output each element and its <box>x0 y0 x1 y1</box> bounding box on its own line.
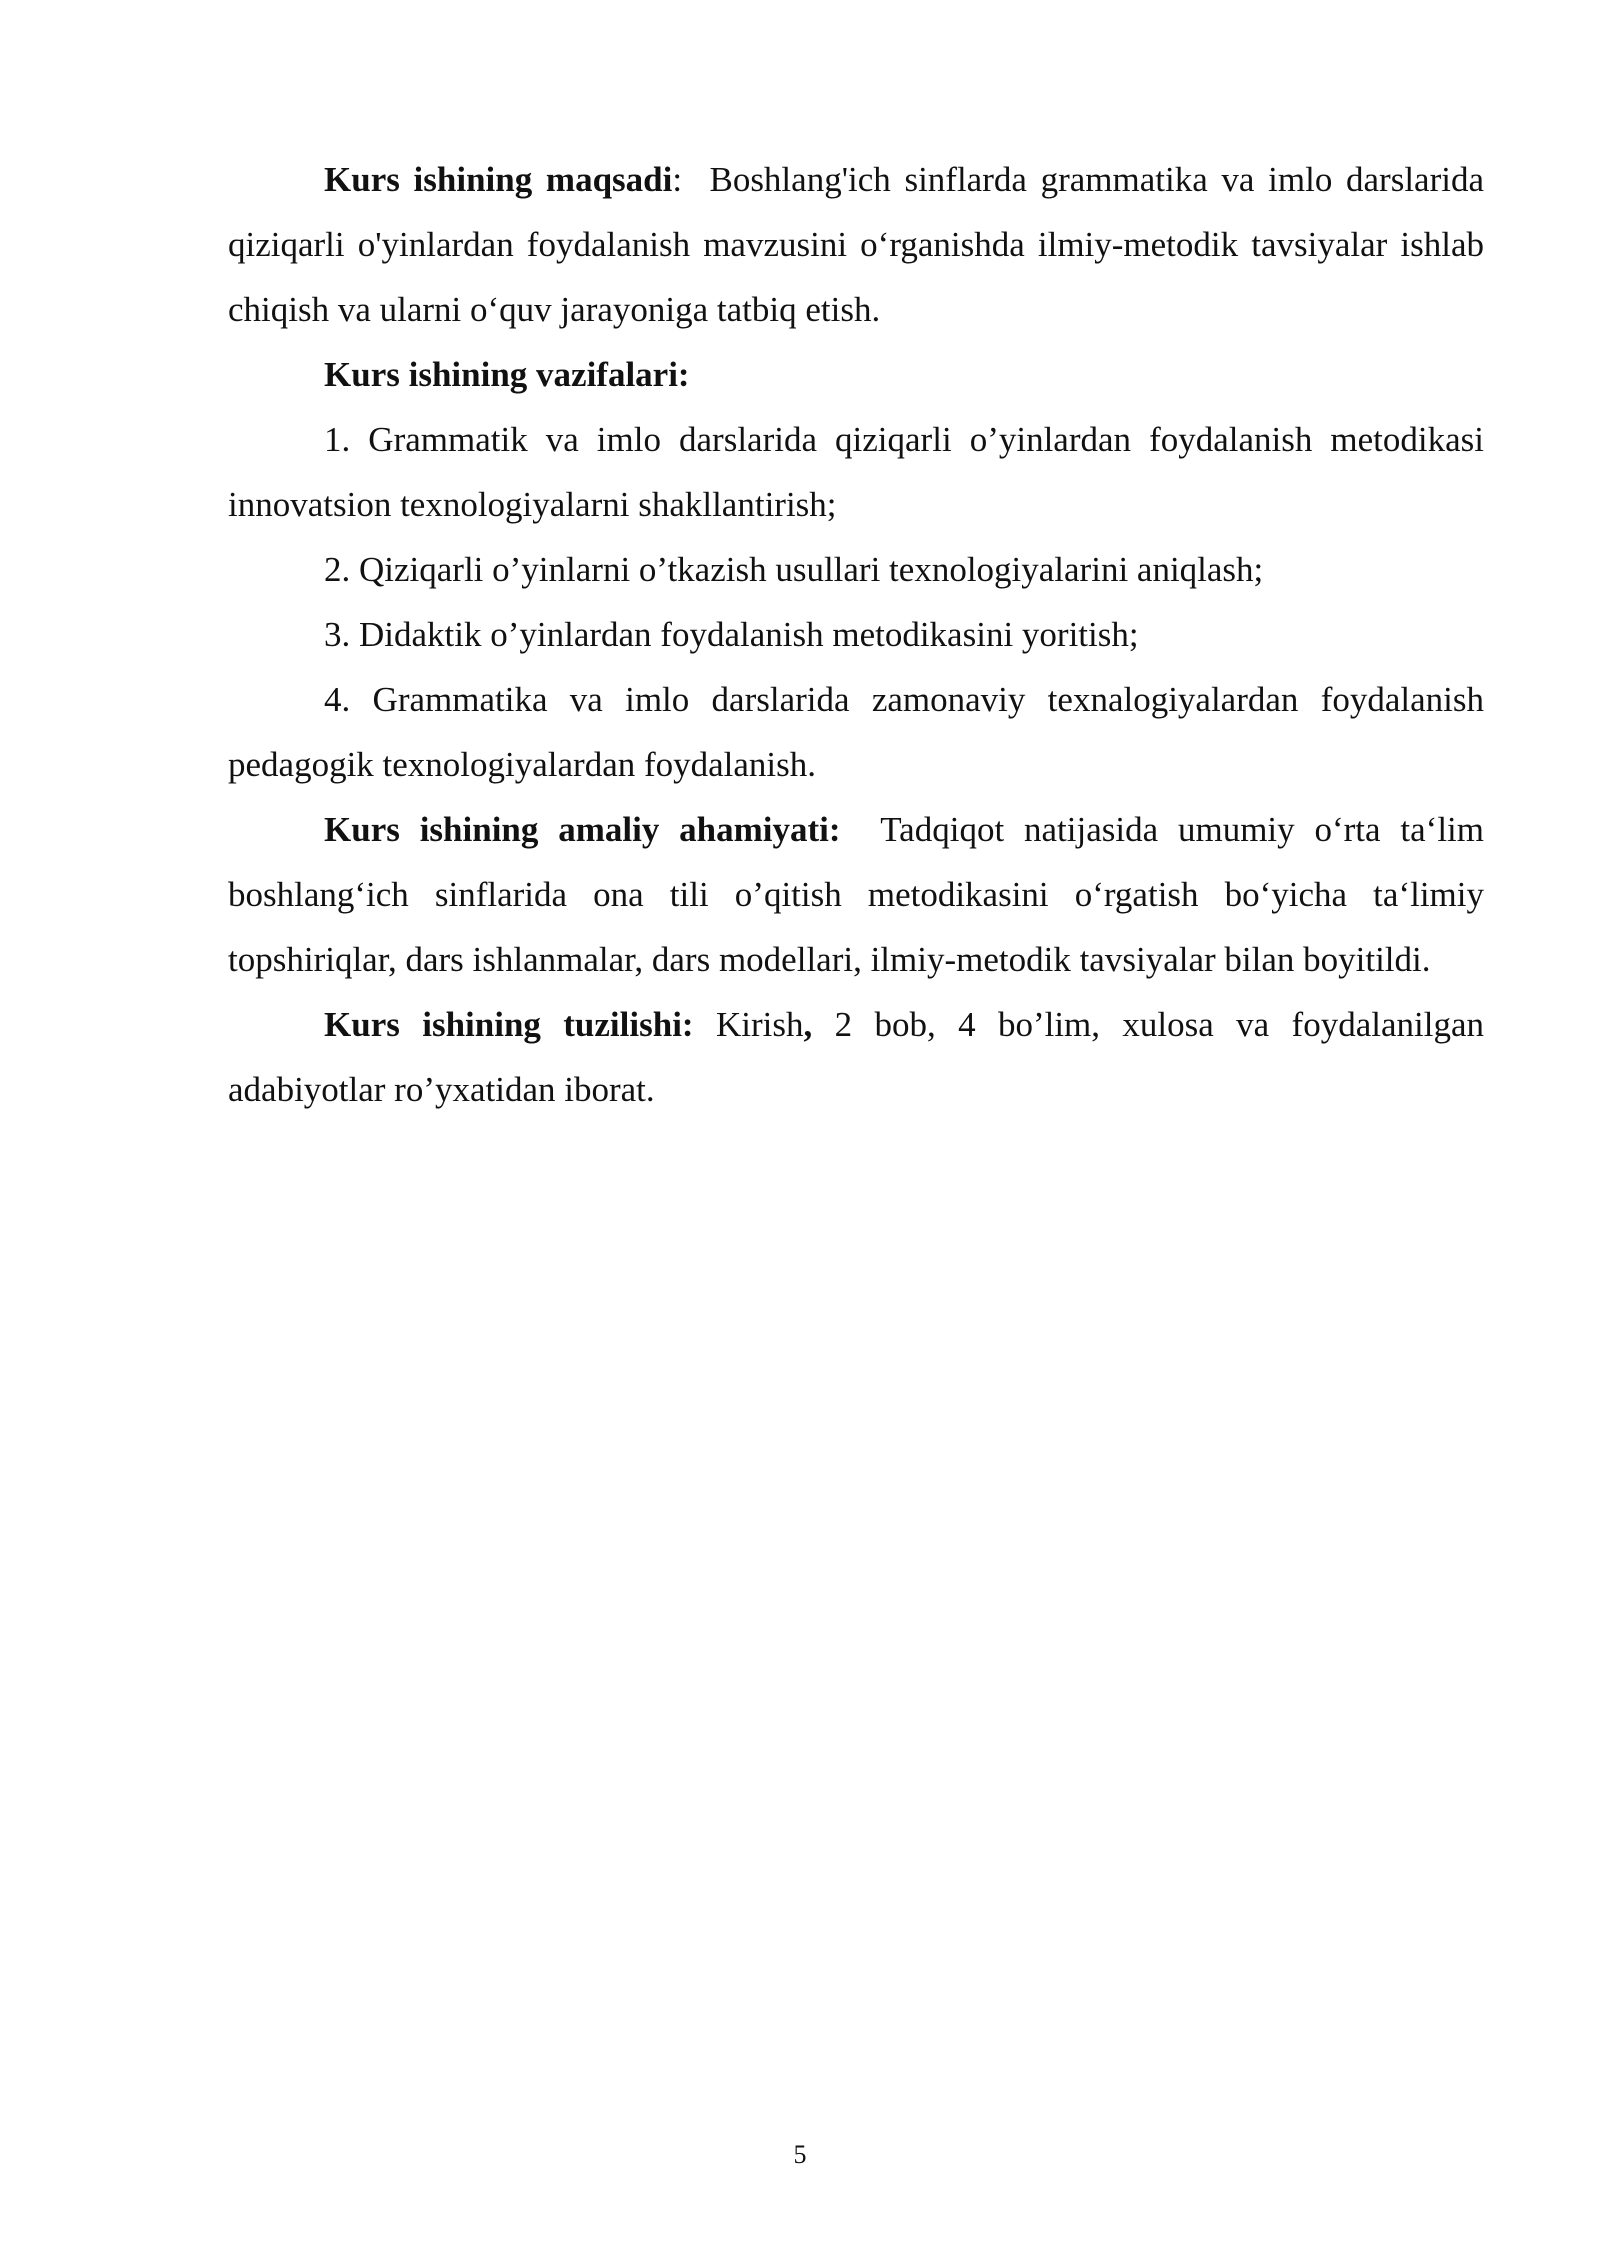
structure-comma: , <box>803 1005 813 1044</box>
practical-paragraph <box>228 797 1484 992</box>
page-number: 5 <box>793 2140 807 2169</box>
task-item-2: 2. Qiziqarli o’yinlarni o’tkazish usullari texnologiyalarini aniqlash; <box>324 550 1264 589</box>
structure-paragraph <box>228 992 1484 1122</box>
practical-label: Kurs ishining amaliy ahamiyati: <box>324 810 841 849</box>
task-item-1: 1. Grammatik va imlo darslarida qiziqarli o’yinlardan foydalanish metodikasi innovatsion texnologiyalarni shakllantirish; <box>228 420 1484 524</box>
task-item-3: 3. Didaktik o’yinlardan foydalanish metodikasini yoritish; <box>324 615 1139 654</box>
practical-text: Tadqiqot natijasida umumiy o‘rta ta‘lim boshlang‘ich sinflarida ona tili o’qitish metodikasini o‘rgatish bo‘yicha ta‘limiy topshiriqlar, dars ishlanmalar, dars modellari, ilmiy-metodik tavsiyalar bilan boyitildi. <box>228 810 1484 979</box>
purpose-text: Boshlang'ich sinflarda grammatika va imlo darslarida qiziqarli o'yinlardan foydalanish mavzusini o‘rganishda ilmiy-metodik tavsiyalar ishlab chiqish va ularni o‘quv jarayoniga tatbiq etish. <box>228 160 1484 329</box>
structure-text-after: 2 bob, 4 bo’lim, xulosa va foydalanilgan adabiyotlar ro’yxatidan iborat. <box>228 1005 1484 1109</box>
tasks-heading: Kurs ishining vazifalari: <box>324 355 690 394</box>
structure-label: Kurs ishining tuzilishi: <box>324 1005 694 1044</box>
tasks-heading-paragraph <box>228 342 1484 407</box>
document-body <box>228 147 1484 1122</box>
purpose-paragraph <box>228 147 1484 342</box>
purpose-label: Kurs ishining maqsadi <box>324 160 673 199</box>
structure-text-before: Kirish <box>715 1005 804 1044</box>
purpose-colon: : <box>672 160 683 199</box>
task-item-4: 4. Grammatika va imlo darslarida zamonaviy texnalogiyalardan foydalanish pedagogik texnologiyalardan foydalanish. <box>228 680 1484 784</box>
